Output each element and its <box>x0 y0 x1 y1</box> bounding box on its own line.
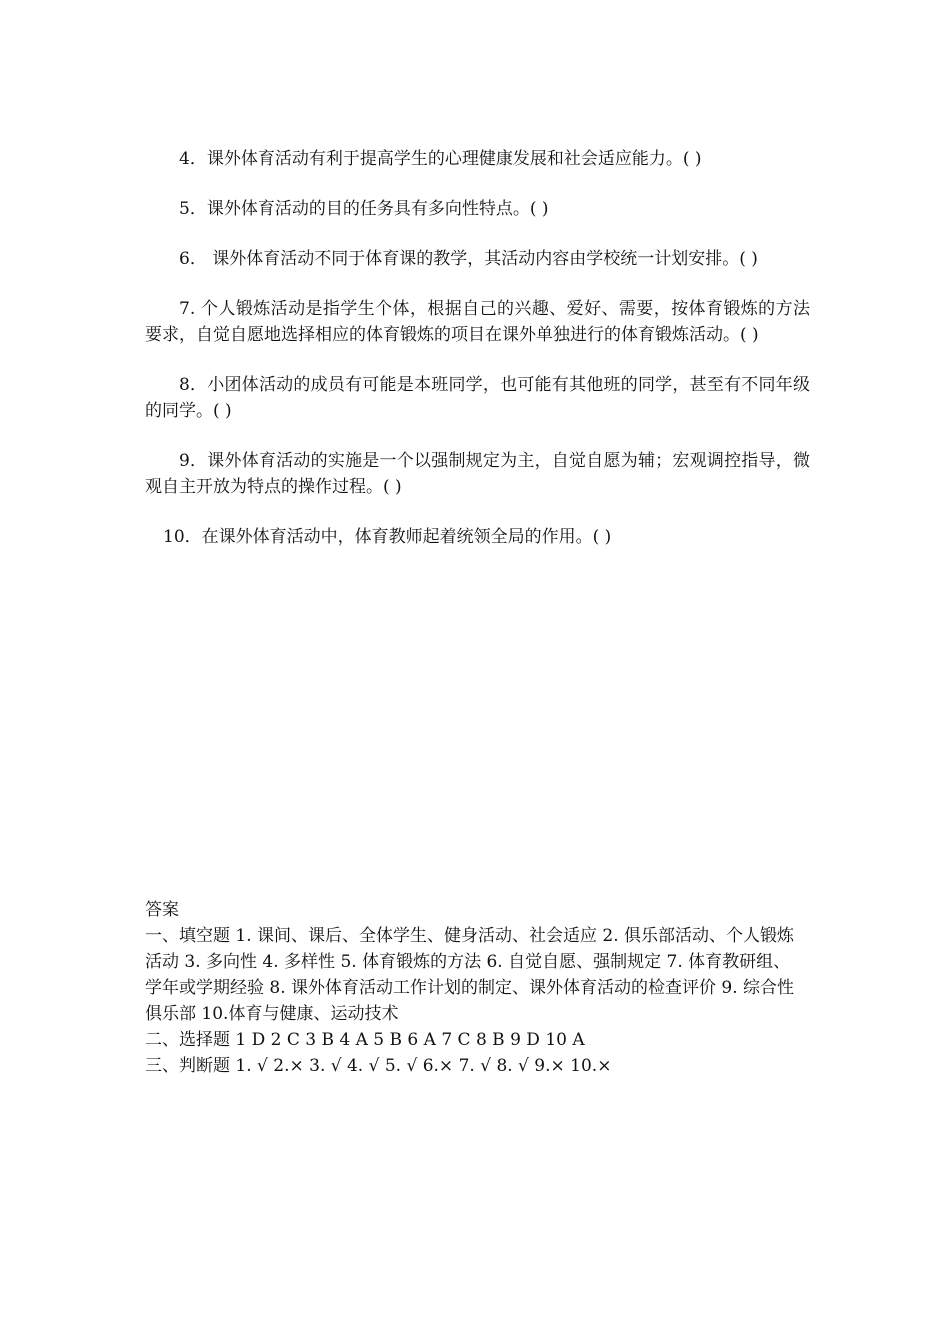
answer-key <box>145 897 810 1079</box>
question-5: 5．课外体育活动的目的任务具有多向性特点。( ) <box>179 199 549 219</box>
question-10: 10．在课外体育活动中，体育教师起着统领全局的作用。( ) <box>163 527 612 547</box>
answer-fill-blank: 一、填空题 1. 课间、课后、全体学生、健身活动、社会适应 2. 俱乐部活动、个人锻炼活动 3. 多向性 4. 多样性 5. 体育锻炼的方法 6. 自觉自愿、强制规定 7. 体育教研组、 学年或学期经验 8. 课外体育活动工作计划的制定、课外体育活动的检查评价 9. 综合性俱乐部 10.体育与健康、运动技术 <box>145 926 795 1024</box>
question-7: 7. 个人锻炼活动是指学生个体，根据自己的兴趣、爱好、需要，按体育锻炼的方法要求，自觉自愿地选择相应的体育锻炼的项目在课外单独进行的体育锻炼活动。( ) <box>145 299 810 345</box>
true-false-questions <box>145 146 810 574</box>
question-4: 4．课外体育活动有利于提高学生的心理健康发展和社会适应能力。( ) <box>179 149 702 169</box>
answer-true-false: 三、判断题 1. √ 2.× 3. √ 4. √ 5. √ 6.× 7. √ 8. √ 9.× 10.× <box>145 1056 612 1076</box>
question-8: 8．小团体活动的成员有可能是本班同学，也可能有其他班的同学，甚至有不同年级的同学。( ) <box>145 375 810 421</box>
answer-multiple-choice: 二、选择题 1 D 2 C 3 B 4 A 5 B 6 A 7 C 8 B 9 D 10 A <box>145 1030 585 1050</box>
question-6: 6． 课外体育活动不同于体育课的教学，其活动内容由学校统一计划安排。( ) <box>179 249 758 269</box>
question-9: 9．课外体育活动的实施是一个以强制规定为主，自觉自愿为辅；宏观调控指导，微观自主开放为特点的操作过程。( ) <box>145 451 810 497</box>
answer-heading: 答案 <box>145 900 179 920</box>
